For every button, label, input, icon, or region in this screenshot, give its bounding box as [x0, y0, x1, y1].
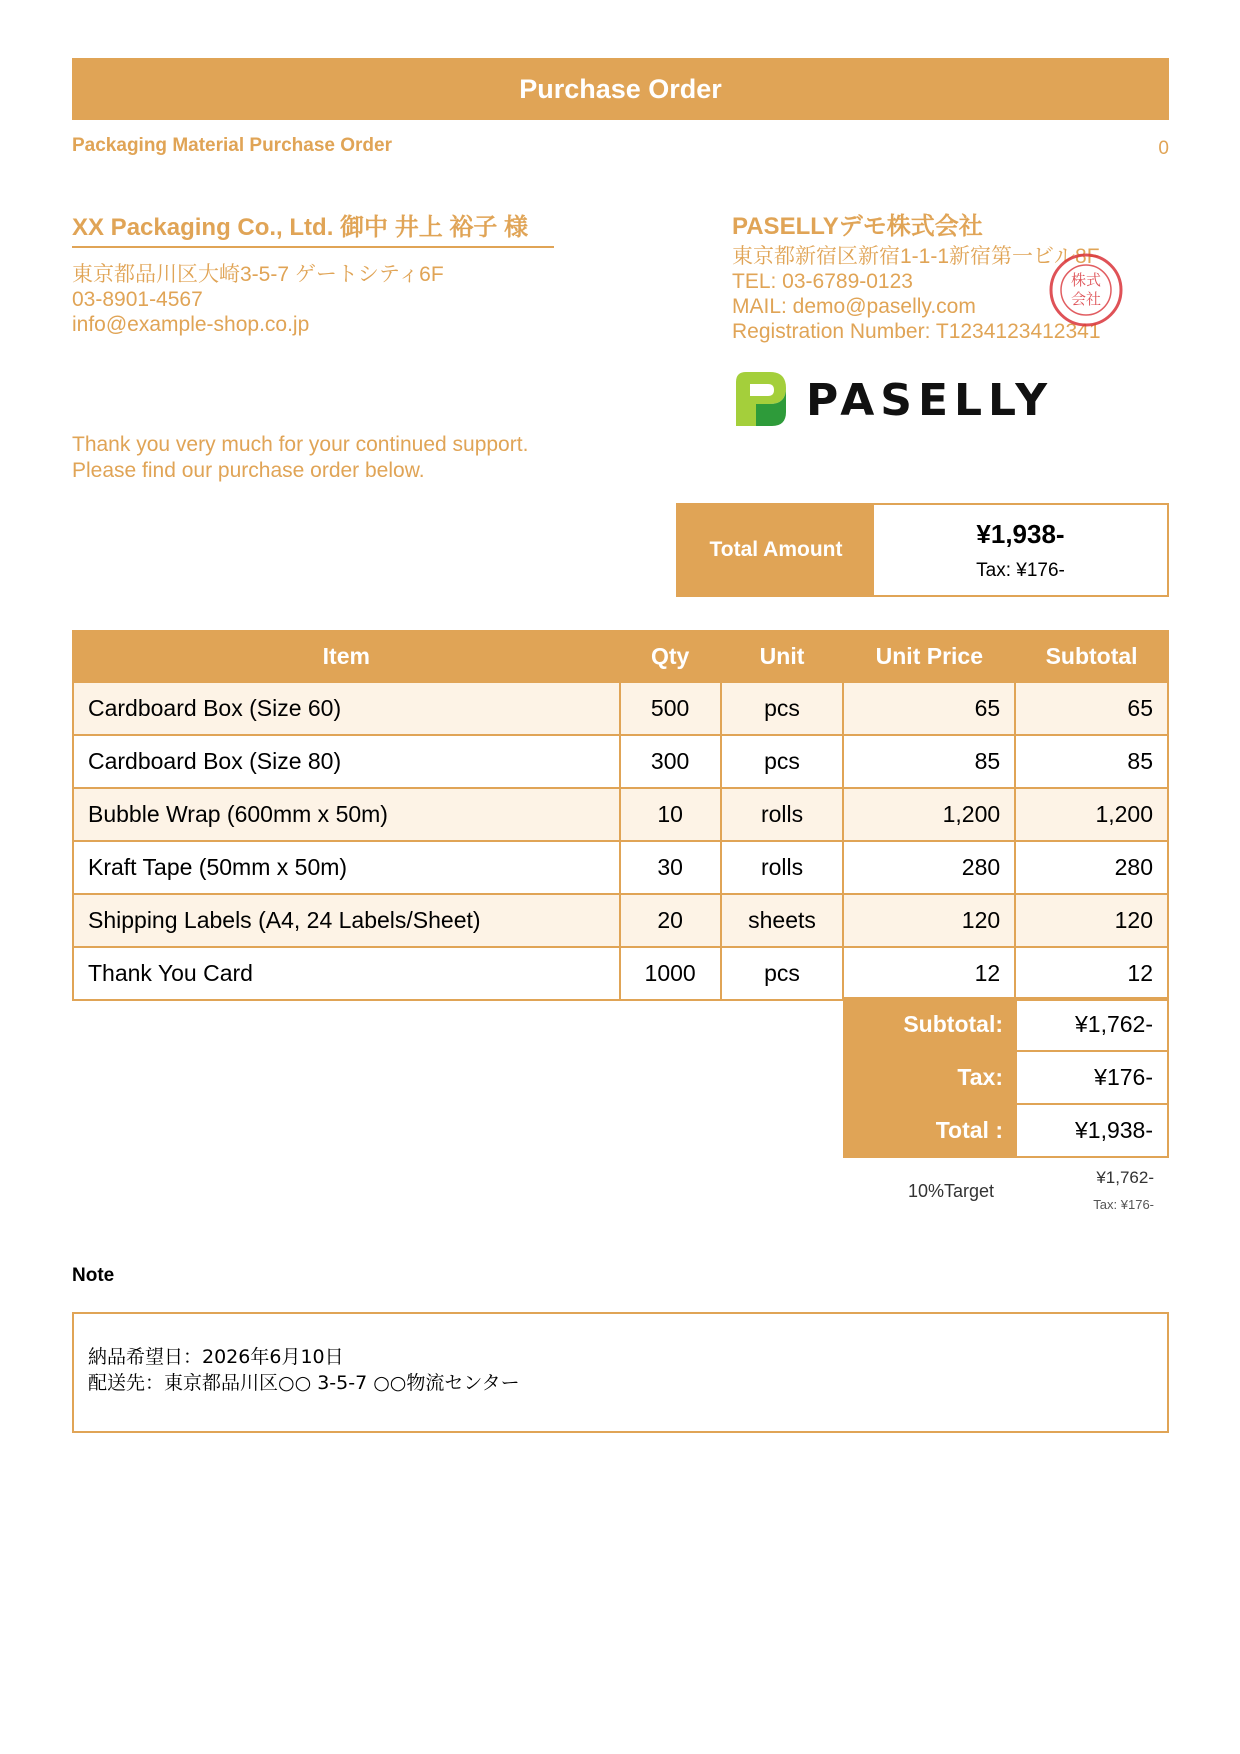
item-unit-price: 1,200	[843, 788, 1015, 841]
tax-rate-tax: Tax: ¥176-	[1093, 1197, 1154, 1212]
summary-total-row	[844, 1104, 1168, 1157]
tax-rate-amount: ¥1,762-	[1096, 1168, 1154, 1187]
item-name: Shipping Labels (A4, 24 Labels/Sheet)	[73, 894, 620, 947]
item-unit: pcs	[721, 947, 844, 1000]
note-line-2: 配送先：東京都品川区○○ 3-5-7 ○○物流センター	[88, 1372, 520, 1394]
note-line-1: 納品希望日：2026年6月10日	[88, 1346, 344, 1368]
item-unit: rolls	[721, 841, 844, 894]
paselly-logo-icon	[732, 368, 1062, 430]
greeting-text	[72, 432, 528, 484]
header-unit-price: Unit Price	[843, 631, 1015, 682]
items-table	[72, 630, 1169, 1001]
total-amount-value: ¥1,938-	[976, 519, 1065, 549]
item-unit: pcs	[721, 682, 844, 735]
summary-subtotal-value: ¥1,762-	[1016, 998, 1168, 1051]
total-tax-value: Tax: ¥176-	[976, 560, 1065, 581]
item-unit-price: 65	[843, 682, 1015, 735]
summary-total-label: Total :	[844, 1104, 1016, 1157]
table-header-row	[73, 631, 1168, 682]
table-row	[73, 894, 1168, 947]
item-subtotal: 120	[1015, 894, 1168, 947]
svg-text:会社: 会社	[1070, 290, 1102, 308]
summary-tax-value: ¥176-	[1016, 1051, 1168, 1104]
table-row	[73, 788, 1168, 841]
issuer-registration: Registration Number: T1234123412341	[732, 320, 1101, 343]
issuer-mail: MAIL: demo@paselly.com	[732, 295, 976, 318]
recipient-address: 東京都品川区大崎3-5-7 ゲートシティ6F	[72, 263, 444, 286]
summary-subtotal-label: Subtotal:	[844, 998, 1016, 1051]
table-row	[73, 841, 1168, 894]
item-unit-price: 85	[843, 735, 1015, 788]
item-name: Kraft Tape (50mm x 50m)	[73, 841, 620, 894]
header-subtotal: Subtotal	[1015, 631, 1168, 682]
summary-tax-label: Tax:	[844, 1051, 1016, 1104]
note-box	[72, 1312, 1169, 1433]
item-qty: 20	[620, 894, 721, 947]
item-name: Cardboard Box (Size 60)	[73, 682, 620, 735]
item-qty: 1000	[620, 947, 721, 1000]
item-qty: 30	[620, 841, 721, 894]
table-row	[73, 682, 1168, 735]
header-item: Item	[73, 631, 620, 682]
company-seal-icon	[1048, 240, 1124, 340]
svg-text:株式: 株式	[1070, 271, 1102, 289]
item-unit: sheets	[721, 894, 844, 947]
item-subtotal: 12	[1015, 947, 1168, 1000]
item-subtotal: 85	[1015, 735, 1168, 788]
summary-table	[843, 997, 1169, 1158]
summary-tax-row	[844, 1051, 1168, 1104]
recipient-contact	[72, 262, 554, 337]
document-title: Purchase Order	[72, 58, 1169, 120]
recipient-email: info@example-shop.co.jp	[72, 313, 310, 336]
item-name: Cardboard Box (Size 80)	[73, 735, 620, 788]
item-unit-price: 12	[843, 947, 1015, 1000]
total-amount-label: Total Amount	[678, 505, 874, 595]
svg-text:PASELLY: PASELLY	[806, 375, 1054, 426]
table-row	[73, 947, 1168, 1000]
header-unit: Unit	[721, 631, 844, 682]
item-unit: pcs	[721, 735, 844, 788]
item-subtotal: 280	[1015, 841, 1168, 894]
item-subtotal: 1,200	[1015, 788, 1168, 841]
greeting-line-2: Please find our purchase order below.	[72, 459, 425, 482]
header-qty: Qty	[620, 631, 721, 682]
tax-rate-label: 10%Target	[908, 1181, 995, 1201]
recipient-phone: 03-8901-4567	[72, 288, 203, 311]
issuer-name: PASELLYデモ株式会社	[732, 213, 983, 240]
item-name: Thank You Card	[73, 947, 620, 1000]
document-subtitle: Packaging Material Purchase Order	[72, 135, 392, 156]
recipient-name: XX Packaging Co., Ltd. 御中 井上 裕子 様	[72, 214, 554, 248]
recipient-block	[72, 214, 554, 337]
item-name: Bubble Wrap (600mm x 50m)	[73, 788, 620, 841]
issuer-tel: TEL: 03-6789-0123	[732, 270, 913, 293]
total-amount-values	[874, 505, 1167, 595]
page-number: 0	[1158, 138, 1169, 159]
item-qty: 10	[620, 788, 721, 841]
item-subtotal: 65	[1015, 682, 1168, 735]
summary-total-value: ¥1,938-	[1016, 1104, 1168, 1157]
item-qty: 500	[620, 682, 721, 735]
greeting-line-1: Thank you very much for your continued support.	[72, 433, 529, 456]
table-row	[73, 735, 1168, 788]
summary-subtotal-row	[844, 998, 1168, 1051]
item-unit-price: 280	[843, 841, 1015, 894]
item-unit-price: 120	[843, 894, 1015, 947]
item-unit: rolls	[721, 788, 844, 841]
total-amount-box	[676, 503, 1169, 597]
note-title: Note	[72, 1265, 115, 1286]
issuer-address: 東京都新宿区新宿1-1-1新宿第一ビル8F	[732, 245, 1100, 268]
item-qty: 300	[620, 735, 721, 788]
